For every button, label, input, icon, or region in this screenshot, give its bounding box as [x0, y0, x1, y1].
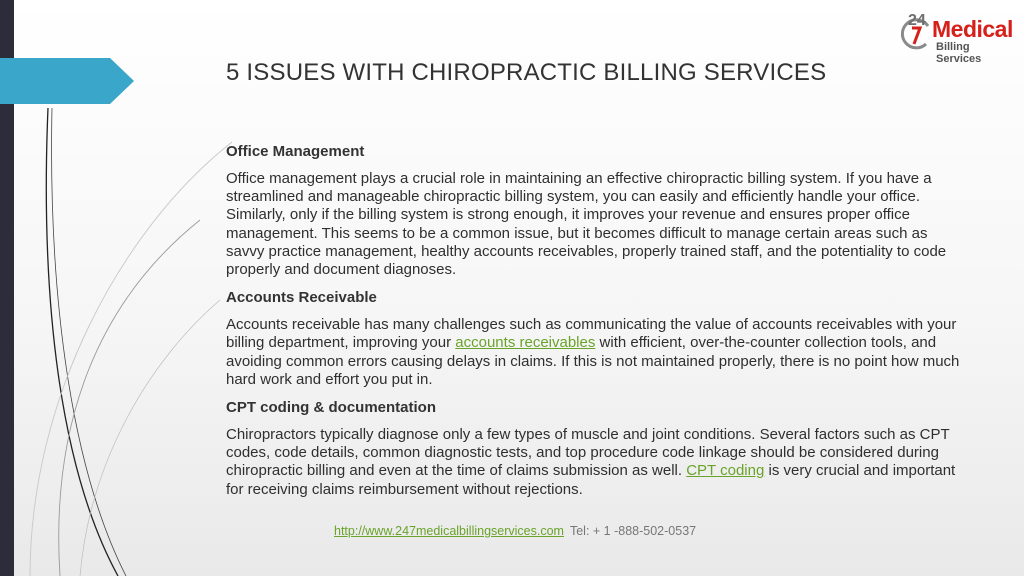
section-heading-accounts-receivable: Accounts Receivable	[226, 289, 377, 307]
phone-number: Tel: + 1 -888-502-0537	[569, 524, 697, 538]
logo-number: 24	[908, 12, 926, 29]
company-logo	[898, 10, 1016, 65]
body-text: Accounts receivable has many challenges such as communicating the value of accounts receivables with your billing department, improving your	[226, 316, 957, 352]
cpt-coding-link[interactable]: CPT coding	[686, 462, 765, 480]
website-link[interactable]: http://www.247medicalbillingservices.com	[334, 524, 564, 538]
title-accent-arrow	[0, 58, 134, 104]
section-body-cpt-coding	[226, 426, 966, 499]
slide-content	[226, 143, 966, 509]
section-body-office-management: Office management plays a crucial role in maintaining an effective chiropractic billing system. If you have a streamlined and manageable chiropractic billing system, you can easily and efficiently handle your office. Similarly, only if the billing system is strong enough, it improves your revenue and ensures proper office management. This seems to be a common issue, but it becomes difficult to manage certain areas such as savvy practice management, healthy accounts receivables, properly trained staff, and the potentiality to code properly and document diagnoses.	[226, 170, 947, 279]
body-text: is very crucial and important for receiving claims reimbursement without rejections.	[226, 462, 956, 498]
body-text: with efficient, over-the-counter collection tools, and avoiding common errors causing delays in claims. If this is not maintained properly, there is no point how much hard work and effort you put in.	[226, 334, 960, 388]
section-heading-office-management: Office Management	[226, 143, 365, 160]
logo-brand: Medical	[932, 16, 1013, 42]
accounts-receivables-link[interactable]: accounts receivables	[455, 334, 596, 352]
slide-title: 5 ISSUES WITH CHIROPRACTIC BILLING SERVICES	[226, 59, 827, 86]
slide-footer	[334, 524, 696, 538]
section-heading-cpt-coding: CPT coding & documentation	[226, 399, 436, 417]
body-text: Chiropractors typically diagnose only a few types of muscle and joint conditions. Several factors such as CPT codes, code details, common diagnostic tests, and top procedure code linkage should be considered during chiropractic billing and even at the time of claims submission as well.	[226, 426, 950, 480]
section-body-accounts-receivable	[226, 316, 966, 389]
logo-subtitle: Billing Services	[936, 41, 982, 65]
